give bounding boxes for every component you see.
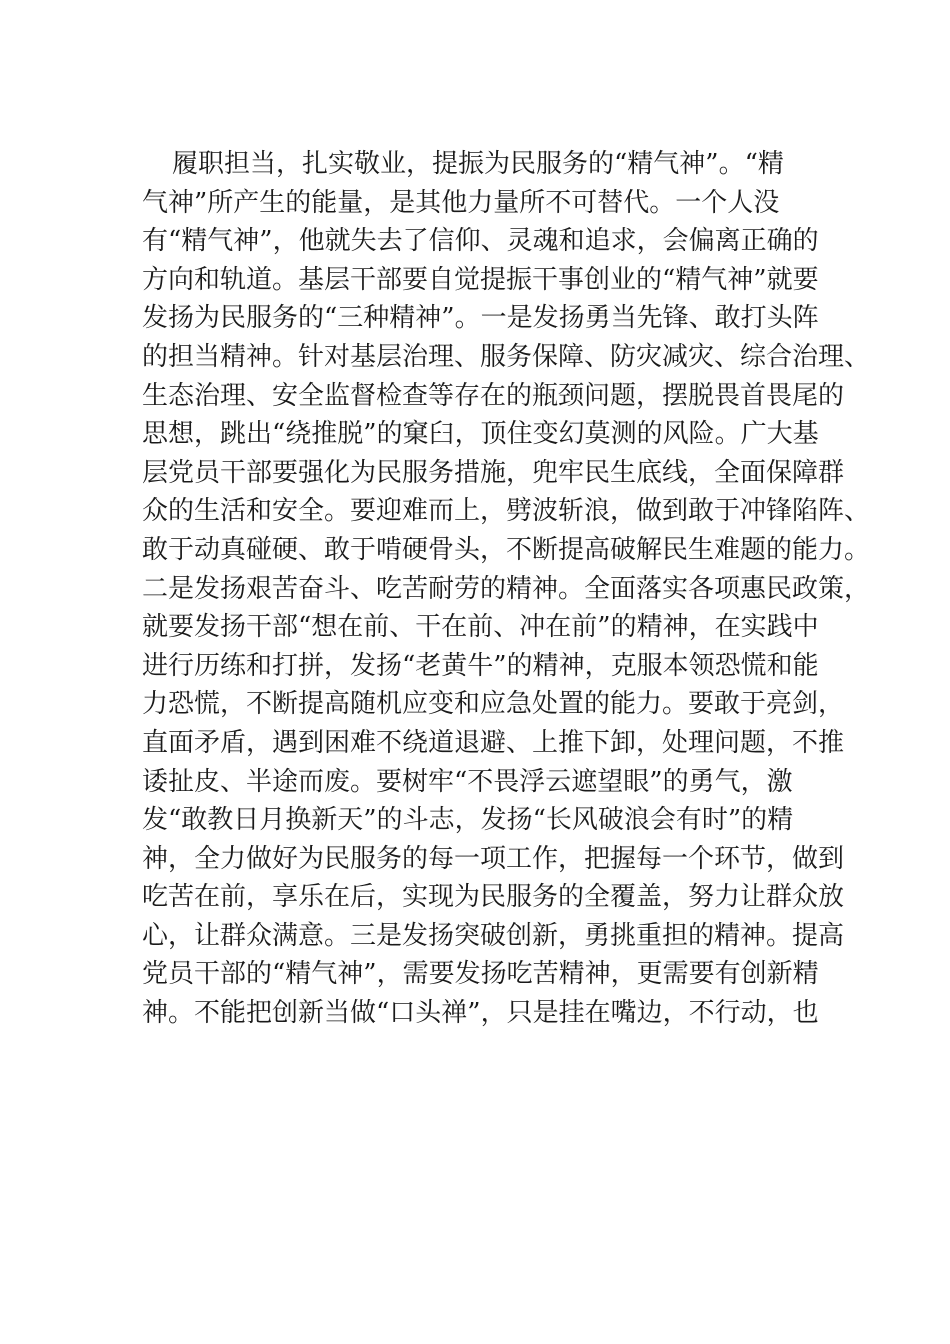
- text-line: 神。不能把创新当做“口头禅”，只是挂在嘴边，不行动，也: [142, 998, 819, 1029]
- text-line: 履职担当，扎实敬业，提振为民服务的“精气神”。“精: [172, 149, 784, 179]
- text-line: 的担当精神。针对基层治理、服务保障、防灾减灾、综合治理、: [142, 341, 871, 372]
- text-line: 力恐慌，不断提高随机应变和应急处置的能力。要敢于亮剑，: [142, 689, 845, 720]
- text-line: 气神”所产生的能量，是其他力量所不可替代。一个人没: [142, 187, 780, 218]
- text-line: 二是发扬艰苦奋斗、吃苦耐劳的精神。全面落实各项惠民政策，: [142, 573, 871, 604]
- text-line: 思想，跳出“绕推脱”的窠臼，顶住变幻莫测的风险。广大基: [142, 419, 819, 450]
- text-line: 吃苦在前，享乐在后，实现为民服务的全覆盖，努力让群众放: [142, 882, 845, 913]
- text-line: 心，让群众满意。三是发扬突破创新，勇挑重担的精神。提高: [142, 920, 845, 951]
- text-line: 诿扯皮、半途而废。要树牢“不畏浮云遮望眼”的勇气，激: [142, 766, 793, 797]
- text-line: 有“精气神”，他就失去了信仰、灵魂和追求，会偏离正确的: [142, 226, 819, 257]
- text-line: 敢于动真碰硬、敢于啃硬骨头，不断提高破解民生难题的能力。: [142, 534, 871, 565]
- text-line: 神，全力做好为民服务的每一项工作，把握每一个环节，做到: [142, 843, 845, 874]
- text-line: 进行历练和打拼，发扬“老黄牛”的精神，克服本领恐慌和能: [142, 650, 819, 681]
- text-line: 众的生活和安全。要迎难而上，劈波斩浪，做到敢于冲锋陷阵、: [142, 496, 871, 527]
- text-line: 层党员干部要强化为民服务措施，兜牢民生底线，全面保障群: [142, 457, 845, 488]
- text-line: 方向和轨道。基层干部要自觉提振干事创业的“精气神”就要: [142, 264, 819, 295]
- text-line: 就要发扬干部“想在前、干在前、冲在前”的精神，在实践中: [142, 612, 819, 643]
- text-line: 直面矛盾，遇到困难不绕道退避、上推下卸，处理问题，不推: [142, 727, 845, 758]
- text-line: 党员干部的“精气神”，需要发扬吃苦精神，更需要有创新精: [142, 959, 819, 990]
- text-line: 发“敢教日月换新天”的斗志，发扬“长风破浪会有时”的精: [142, 805, 794, 836]
- text-line: 发扬为民服务的“三种精神”。一是发扬勇当先锋、敢打头阵: [142, 303, 819, 334]
- body-paragraph: [142, 145, 871, 1033]
- text-line: 生态治理、安全监督检查等存在的瓶颈问题，摆脱畏首畏尾的: [142, 380, 845, 411]
